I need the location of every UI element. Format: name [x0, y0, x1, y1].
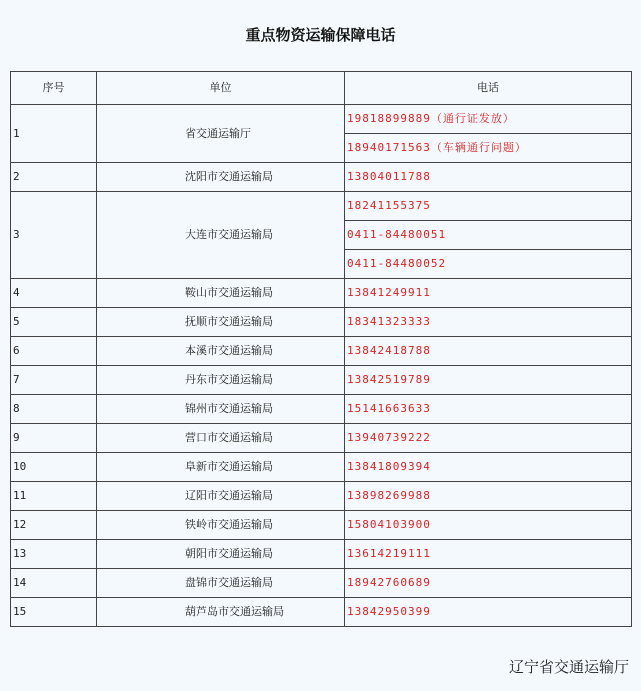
table-body: [11, 105, 632, 627]
table-row: [11, 540, 632, 569]
unit-name: 锦州市交通运输局: [97, 395, 345, 424]
page-title: 重点物资运输保障电话: [245, 26, 396, 44]
row-number: 13: [11, 540, 97, 569]
header-phone: 电话: [345, 72, 632, 105]
unit-name: 丹东市交通运输局: [97, 366, 345, 395]
unit-name: 沈阳市交通运输局: [97, 163, 345, 192]
table-row: [11, 453, 632, 482]
row-number: 4: [11, 279, 97, 308]
table-row: [11, 308, 632, 337]
row-number: 7: [11, 366, 97, 395]
unit-name: 抚顺市交通运输局: [97, 308, 345, 337]
header-no: 序号: [11, 72, 97, 105]
phone-number: 13842950399: [345, 598, 632, 627]
row-number: 14: [11, 569, 97, 598]
unit-name: 阜新市交通运输局: [97, 453, 345, 482]
row-number: 15: [11, 598, 97, 627]
row-number: 6: [11, 337, 97, 366]
row-number: 1: [11, 105, 97, 163]
footer-organization: 辽宁省交通运输厅: [508, 658, 629, 676]
phone-number: 13841249911: [345, 279, 632, 308]
header-unit: 单位: [97, 72, 345, 105]
phone-number: 19818899889（通行证发放）: [345, 105, 632, 134]
row-number: 3: [11, 192, 97, 279]
table-row: [11, 337, 632, 366]
phone-number: 18341323333: [345, 308, 632, 337]
row-number: 9: [11, 424, 97, 453]
phone-number: 15804103900: [345, 511, 632, 540]
unit-name: 辽阳市交通运输局: [97, 482, 345, 511]
row-number: 12: [11, 511, 97, 540]
table-row: [11, 105, 632, 134]
phone-number: 18942760689: [345, 569, 632, 598]
unit-name: 盘锦市交通运输局: [97, 569, 345, 598]
table-row: [11, 511, 632, 540]
row-number: 8: [11, 395, 97, 424]
table-row: [11, 163, 632, 192]
unit-name: 朝阳市交通运输局: [97, 540, 345, 569]
table-row: [11, 569, 632, 598]
phone-number: 13898269988: [345, 482, 632, 511]
table-row: [11, 424, 632, 453]
phone-number: 13841809394: [345, 453, 632, 482]
phone-number: 18940171563（车辆通行问题）: [345, 134, 632, 163]
unit-name: 葫芦岛市交通运输局: [97, 598, 345, 627]
unit-name: 鞍山市交通运输局: [97, 279, 345, 308]
row-number: 2: [11, 163, 97, 192]
unit-name: 本溪市交通运输局: [97, 337, 345, 366]
row-number: 10: [11, 453, 97, 482]
phone-number: 13842418788: [345, 337, 632, 366]
unit-name: 大连市交通运输局: [97, 192, 345, 279]
unit-name: 铁岭市交通运输局: [97, 511, 345, 540]
phone-number: 0411-84480051: [345, 221, 632, 250]
table-row: [11, 395, 632, 424]
unit-name: 营口市交通运输局: [97, 424, 345, 453]
phone-number: 13614219111: [345, 540, 632, 569]
phone-number: 0411-84480052: [345, 250, 632, 279]
table-row: [11, 598, 632, 627]
row-number: 5: [11, 308, 97, 337]
phone-number: 13804011788: [345, 163, 632, 192]
table-row: [11, 482, 632, 511]
table-row: [11, 279, 632, 308]
table-row: [11, 192, 632, 221]
phone-number: 18241155375: [345, 192, 632, 221]
table-row: [11, 366, 632, 395]
row-number: 11: [11, 482, 97, 511]
phone-number: 13842519789: [345, 366, 632, 395]
unit-name: 省交通运输厅: [97, 105, 345, 163]
phone-number: 15141663633: [345, 395, 632, 424]
phone-number: 13940739222: [345, 424, 632, 453]
table-header-row: [11, 72, 632, 105]
contacts-table: [10, 71, 632, 627]
